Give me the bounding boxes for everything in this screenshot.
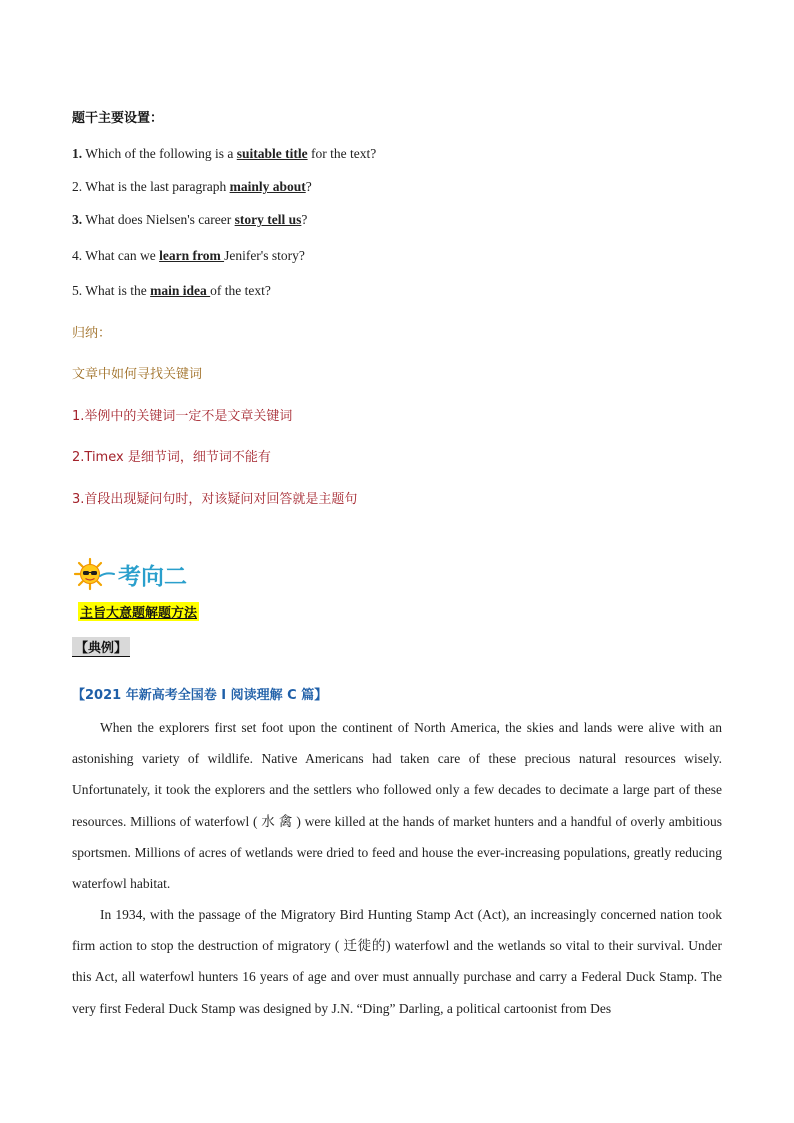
passage-source: 【2021 年新高考全国卷 I 阅读理解 C 篇】	[72, 688, 328, 703]
example-tag: 【典例】	[72, 637, 130, 657]
question-text: Jenifer's story?	[224, 248, 305, 263]
passage-paragraph-2: In 1934, with the passage of the Migratory Bird Hunting Stamp Act (Act), an increasingly concerned nation took firm action to stop the destruction of migratory ( 迁徙的) waterfowl and the wetlands so vital to their survival. Under this Act, all waterfowl hunters 16 years of age and over must annually purchase and carry a Federal Duck Stamp. The very first Federal Duck Stamp was designed by J.N. “Ding” Darling, a political cartoonist from Des	[72, 907, 722, 1016]
question-4	[72, 248, 305, 264]
question-text: for the text?	[307, 146, 377, 161]
question-keyword: mainly about	[229, 179, 306, 194]
question-5	[72, 283, 271, 299]
summary-point-3: 3.首段出现疑问句时，对该疑问对回答就是主题句	[72, 492, 358, 507]
question-keyword: suitable title	[236, 146, 308, 161]
summary-point-1: 1.举例中的关键词一定不是文章关键词	[72, 409, 293, 424]
question-text: What does Nielsen's career	[82, 212, 235, 227]
question-text: What is the last paragraph	[82, 179, 230, 194]
question-text: What is the	[82, 283, 151, 298]
heading: 题干主要设置：	[72, 111, 164, 126]
passage-paragraph-1: When the explorers first set foot upon the continent of North America, the skies and lands were alive with an astonishing variety of wildlife. Native Americans had taken care of these precious natural resources wisely. Unfortunately, it took the explorers and the settlers who followed only a few decades to decimate a large part of these resources. Millions of waterfowl ( 水 禽 ) were killed at the hands of market hunters and a handful of overly ambitious sportsmen. Millions of acres of wetlands were dried to feed and house the ever-increasing populations, greatly reducing waterfowl habitat.	[72, 720, 722, 892]
summary-label: 归纳：	[72, 326, 112, 341]
question-number: 2.	[72, 179, 83, 194]
summary-subtitle: 文章中如何寻找关键词	[72, 367, 203, 382]
question-1	[72, 146, 376, 162]
question-2	[72, 179, 312, 195]
question-text: ?	[301, 212, 308, 227]
question-number: 3.	[72, 212, 83, 227]
question-keyword: story tell us	[234, 212, 302, 227]
question-keyword: main idea	[150, 283, 211, 298]
question-text: ?	[305, 179, 312, 194]
question-text: What can we	[82, 248, 160, 263]
section-title: 考向二	[118, 562, 187, 590]
question-text: of the text?	[210, 283, 271, 298]
question-text: Which of the following is a	[82, 146, 237, 161]
summary-point-2: 2.Timex 是细节词，细节词不能有	[72, 450, 271, 465]
question-number: 5.	[72, 283, 83, 298]
question-keyword: learn from	[159, 248, 225, 263]
question-3	[72, 212, 307, 228]
sun-icon	[72, 557, 116, 591]
section-header	[72, 556, 187, 592]
section-subtitle: 主旨大意题解题方法	[78, 602, 199, 621]
question-number: 4.	[72, 248, 83, 263]
question-number: 1.	[72, 146, 83, 161]
